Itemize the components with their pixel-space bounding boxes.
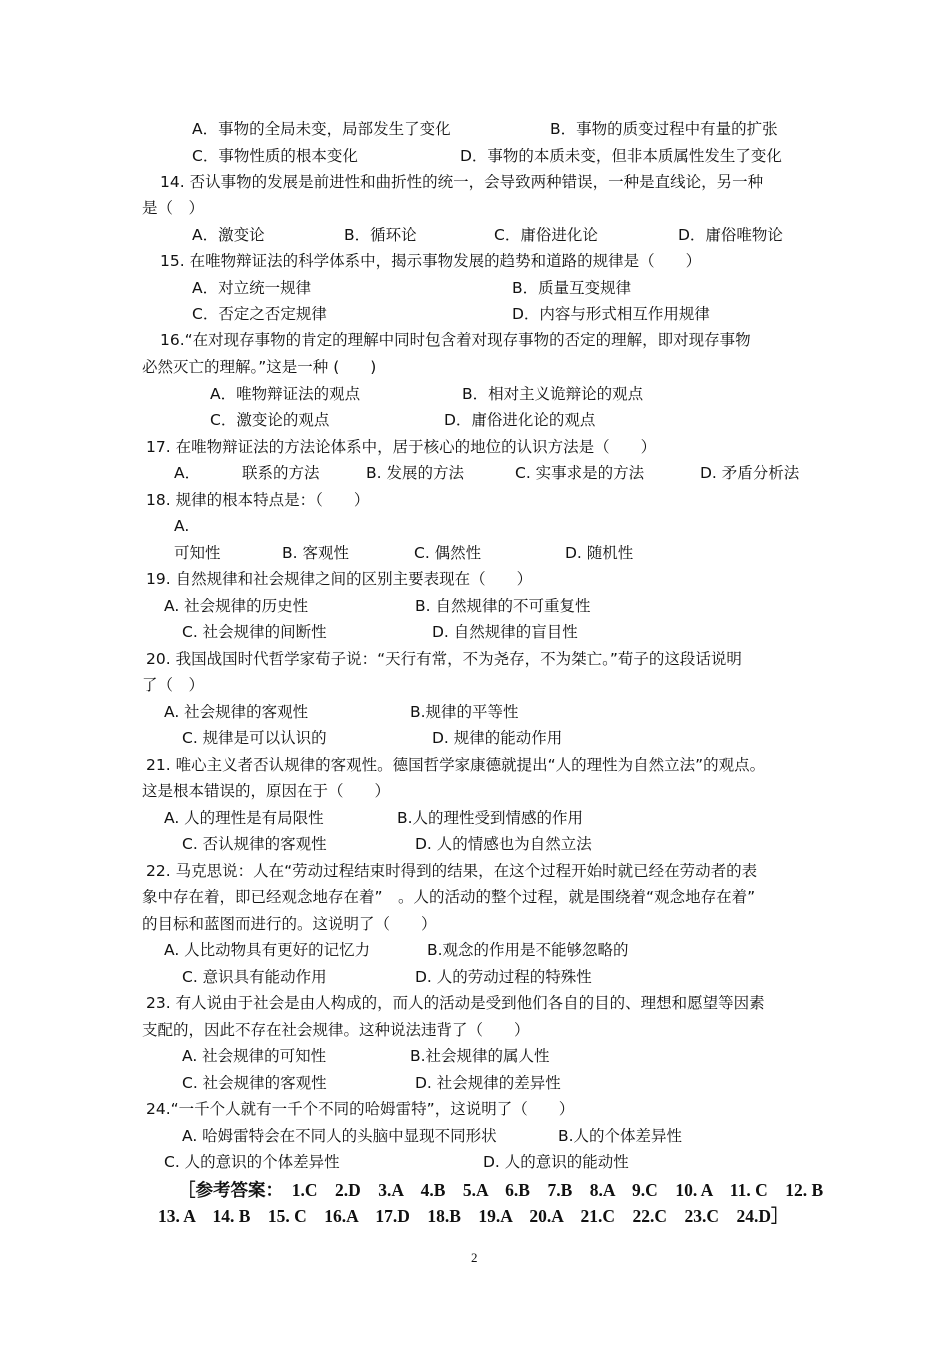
q24-stem: 24.“一千个人就有一千个不同的哈姆雷特”，这说明了（ ） [146,1100,575,1118]
q19-option-a: A. 社会规律的历史性 [164,597,309,615]
q22-stem-line3: 的目标和蓝图而进行的。这说明了（ ） [142,915,437,933]
q19-option-d: D. 自然规律的盲目性 [432,623,578,641]
q20-option-a: A. 社会规律的客观性 [164,703,309,721]
q17-stem: 17. 在唯物辩证法的方法论体系中，居于核心的地位的认识方法是（ ） [146,438,657,456]
q15-option-a: A．对立统一规律 [192,279,312,297]
q15-option-b: B．质量互变规律 [512,279,632,297]
q15-stem: 15. 在唯物辩证法的科学体系中，揭示事物发展的趋势和道路的规律是（ ） [160,252,702,270]
q22-stem-line2: 象中存在着，即已经观念地存在着” 。人的活动的整个过程，就是围绕着“观念地存在着” [142,888,756,906]
q24-option-c: C. 人的意识的个体差异性 [164,1153,340,1171]
q16-stem-line2: 必然灭亡的理解。”这是一种 ( ) [142,358,377,376]
q24-option-b: B.人的个体差异性 [558,1127,683,1145]
q16-stem-line1: 16.“在对现存事物的肯定的理解中同时包含着对现存事物的否定的理解，即对现存事物 [160,331,751,349]
q13-option-b: B．事物的质变过程中有量的扩张 [550,120,778,138]
q21-stem-line2: 这是根本错误的，原因在于（ ） [142,782,391,800]
q22-option-a: A. 人比动物具有更好的记忆力 [164,941,371,959]
q18-option-c: C. 偶然性 [414,544,482,562]
q14-option-c: C．庸俗进化论 [494,226,598,244]
q16-option-b: B．相对主义诡辩论的观点 [462,385,644,403]
q18-option-d: D. 随机性 [565,544,634,562]
q14-stem-line1: 14. 否认事物的发展是前进性和曲折性的统一，会导致两种错误，一种是直线论，另一种 [160,173,764,191]
q15-option-c: C．否定之否定规律 [192,305,327,323]
q17-option-c: C. 实事求是的方法 [515,464,645,482]
q17-option-a-letter: A． [174,464,201,482]
q20-option-b: B.规律的平等性 [410,703,519,721]
q23-option-d: D. 社会规律的差异性 [415,1074,561,1092]
q21-option-b: B.人的理性受到情感的作用 [397,809,584,827]
q24-option-a: A. 哈姆雷特会在不同人的头脑中显现不同形状 [182,1127,497,1145]
answer-key-line2: 13. A 14. B 15. C 16.A 17.D 18.B 19.A 20.A 21.C 22.C 23.C 24.D］ [158,1206,789,1226]
q21-option-d: D. 人的情感也为自然立法 [415,835,592,853]
q20-option-d: D. 规律的能动作用 [432,729,563,747]
q14-option-b: B．循环论 [344,226,417,244]
q15-option-d: D．内容与形式相互作用规律 [512,305,710,323]
q22-option-b: B.观念的作用是不能够忽略的 [427,941,629,959]
q23-stem-line1: 23. 有人说由于社会是由人构成的，而人的活动是受到他们各自的目的、理想和愿望等因素 [146,994,765,1012]
q17-option-b: B. 发展的方法 [366,464,464,482]
q21-option-a: A. 人的理性是有局限性 [164,809,324,827]
answer-key-line1: ［参考答案： 1.C 2.D 3.A 4.B 5.A 6.B 7.B 8.A 9.C 10. A 11. C 12. B [178,1180,824,1200]
q16-option-c: C．激变论的观点 [210,411,330,429]
q20-stem-line1: 20. 我国战国时代哲学家荀子说：“天行有常，不为尧存，不为桀亡。”荀子的这段话说明 [146,650,742,668]
q16-option-a: A．唯物辩证法的观点 [210,385,361,403]
q17-option-d: D. 矛盾分析法 [700,464,800,482]
q21-option-c: C. 否认规律的客观性 [182,835,327,853]
q13-option-d: D．事物的本质未变，但非本质属性发生了变化 [460,147,782,165]
q23-option-b: B.社会规律的属人性 [410,1047,550,1065]
q19-stem: 19. 自然规律和社会规律之间的区别主要表现在（ ） [146,570,533,588]
q22-option-d: D. 人的劳动过程的特殊性 [415,968,592,986]
q23-stem-line2: 支配的，因此不存在社会规律。这种说法违背了（ ） [142,1021,530,1039]
q19-option-c: C. 社会规律的间断性 [182,623,327,641]
q22-option-c: C. 意识具有能动作用 [182,968,327,986]
q19-option-b: B. 自然规律的不可重复性 [415,597,591,615]
q17-option-a-text: 联系的方法 [242,464,320,482]
q18-stem: 18. 规律的根本特点是：（ ） [146,491,370,509]
q18-option-b: B. 客观性 [282,544,349,562]
page-number: 2 [471,1250,478,1265]
q14-option-a: A．激变论 [192,226,265,244]
q23-option-a: A. 社会规律的可知性 [182,1047,327,1065]
q18-option-a-text: 可知性 [174,544,221,562]
q24-option-d: D. 人的意识的能动性 [483,1153,629,1171]
q16-option-d: D．庸俗进化论的观点 [444,411,596,429]
q14-stem-line2: 是（ ） [142,199,205,217]
q22-stem-line1: 22. 马克思说：人在“劳动过程结束时得到的结果，在这个过程开始时就已经在劳动者的表 [146,862,758,880]
q21-stem-line1: 21. 唯心主义者否认规律的客观性。德国哲学家康德就提出“人的理性为自然立法”的观点。 [146,756,766,774]
q23-option-c: C. 社会规律的客观性 [182,1074,327,1092]
q18-option-a-letter: A. [174,517,190,535]
q13-option-c: C．事物性质的根本变化 [192,147,358,165]
q20-option-c: C. 规律是可以认识的 [182,729,327,747]
q14-option-d: D．庸俗唯物论 [678,226,783,244]
q20-stem-line2: 了（ ） [142,676,205,694]
q13-option-a: A．事物的全局未变，局部发生了变化 [192,120,451,138]
